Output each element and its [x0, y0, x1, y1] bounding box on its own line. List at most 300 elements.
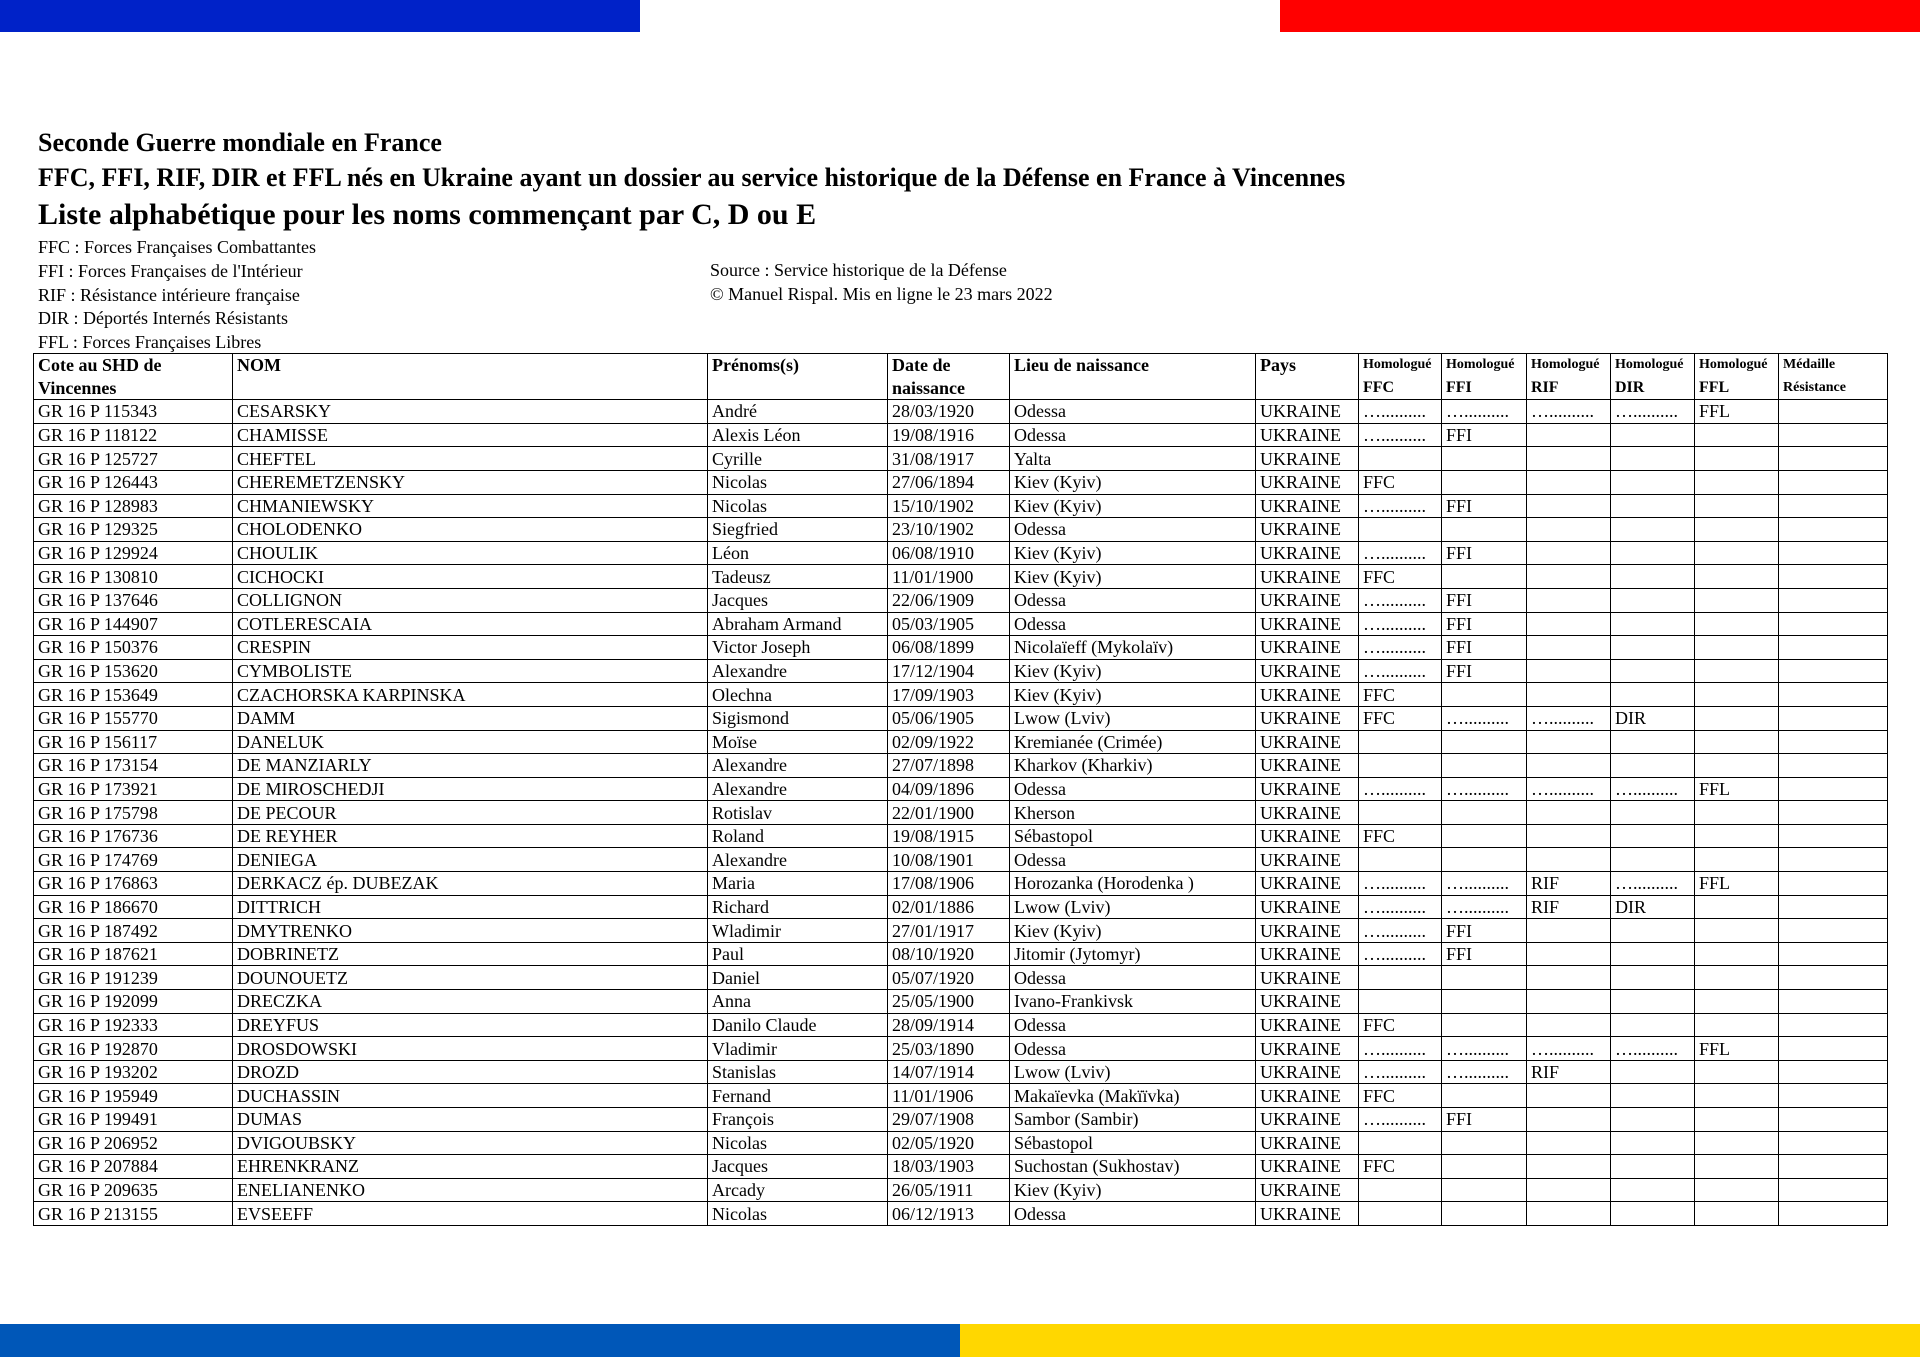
table-cell [1695, 1060, 1779, 1084]
table-cell [1779, 588, 1888, 612]
table-row [34, 494, 1888, 518]
table-cell: 05/03/1905 [888, 612, 1010, 636]
table-cell: FFL [1695, 400, 1779, 424]
table-cell: Roland [708, 824, 888, 848]
table-cell: UKRAINE [1256, 612, 1359, 636]
table-cell [1359, 848, 1442, 872]
table-cell: Kherson [1010, 801, 1256, 825]
table-cell: 31/08/1917 [888, 447, 1010, 471]
table-cell [1527, 1155, 1611, 1179]
table-cell: 02/05/1920 [888, 1131, 1010, 1155]
table-cell: CHEREMETZENSKY [233, 470, 708, 494]
table-cell [1359, 1178, 1442, 1202]
table-cell: 06/08/1910 [888, 541, 1010, 565]
table-cell [1779, 1131, 1888, 1155]
table-cell: CHOULIK [233, 541, 708, 565]
table-cell [1359, 990, 1442, 1014]
table-cell: Homologué [1359, 354, 1442, 377]
table-cell [1611, 1178, 1695, 1202]
table-cell: Wladimir [708, 919, 888, 943]
table-cell [1779, 470, 1888, 494]
table-cell: ….......... [1442, 1037, 1527, 1061]
table-cell: GR 16 P 175798 [34, 801, 233, 825]
table-cell: Nicolas [708, 470, 888, 494]
table-row [34, 706, 1888, 730]
table-cell: GR 16 P 137646 [34, 588, 233, 612]
table-cell: Vladimir [708, 1037, 888, 1061]
table-cell: DITTRICH [233, 895, 708, 919]
table-cell [1611, 990, 1695, 1014]
table-cell: CICHOCKI [233, 565, 708, 589]
table-cell: Pays [1256, 354, 1359, 377]
table-cell: Kiev (Kyiv) [1010, 919, 1256, 943]
table-cell: FFI [1442, 636, 1527, 660]
table-cell: 25/05/1900 [888, 990, 1010, 1014]
table-cell [1611, 801, 1695, 825]
table-cell: FFC [1359, 683, 1442, 707]
table-cell [1611, 1131, 1695, 1155]
table-row [34, 966, 1888, 990]
table-cell [1442, 824, 1527, 848]
table-cell: ….......... [1527, 777, 1611, 801]
table-cell [1779, 447, 1888, 471]
table-cell [1359, 518, 1442, 542]
table-cell [1442, 1084, 1527, 1108]
table-cell [1695, 966, 1779, 990]
table-cell [1527, 1178, 1611, 1202]
table-cell [1611, 659, 1695, 683]
table-cell [1611, 1202, 1695, 1226]
table-cell: UKRAINE [1256, 1108, 1359, 1132]
table-row [34, 447, 1888, 471]
table-cell: RIF [1527, 872, 1611, 896]
table-cell: UKRAINE [1256, 565, 1359, 589]
table-cell: GR 16 P 129924 [34, 541, 233, 565]
table-cell: Odessa [1010, 588, 1256, 612]
table-cell [1527, 848, 1611, 872]
flag-stripe-yellow-bottom [960, 1324, 1920, 1357]
table-cell [1779, 777, 1888, 801]
table-cell: 11/01/1906 [888, 1084, 1010, 1108]
table-cell: Odessa [1010, 518, 1256, 542]
table-cell [1359, 447, 1442, 471]
table-row [34, 824, 1888, 848]
source-block [710, 259, 1053, 307]
table-cell [1611, 848, 1695, 872]
table-cell: Date de [888, 354, 1010, 377]
table-row [34, 470, 1888, 494]
table-cell [1527, 612, 1611, 636]
table-cell: Léon [708, 541, 888, 565]
table-cell [1779, 895, 1888, 919]
table-cell [1779, 400, 1888, 424]
table-cell: ….......... [1359, 659, 1442, 683]
table-cell: 25/03/1890 [888, 1037, 1010, 1061]
table-cell: 14/07/1914 [888, 1060, 1010, 1084]
table-cell: ….......... [1527, 706, 1611, 730]
table-cell: UKRAINE [1256, 1155, 1359, 1179]
table-cell: Horozanka (Horodenka ) [1010, 872, 1256, 896]
table-cell: GR 16 P 199491 [34, 1108, 233, 1132]
table-cell: 06/08/1899 [888, 636, 1010, 660]
table-row [34, 1131, 1888, 1155]
table-cell: FFI [1442, 1108, 1527, 1132]
table-cell: Tadeusz [708, 565, 888, 589]
table-row [34, 636, 1888, 660]
table-cell: Sébastopol [1010, 1131, 1256, 1155]
table-cell: DIR [1611, 895, 1695, 919]
table-cell [1611, 636, 1695, 660]
table-row [34, 919, 1888, 943]
table-row [34, 423, 1888, 447]
table-cell: DIR [1611, 706, 1695, 730]
table-cell: 22/06/1909 [888, 588, 1010, 612]
table-cell [1527, 942, 1611, 966]
table-cell [1527, 754, 1611, 778]
table-cell: GR 16 P 153649 [34, 683, 233, 707]
table-cell [1779, 565, 1888, 589]
table-cell [1442, 990, 1527, 1014]
table-cell [1779, 706, 1888, 730]
table-cell: Odessa [1010, 1202, 1256, 1226]
table-cell [1779, 990, 1888, 1014]
table-cell [1442, 518, 1527, 542]
table-cell: UKRAINE [1256, 588, 1359, 612]
table-cell [1695, 919, 1779, 943]
table-cell: DRECZKA [233, 990, 708, 1014]
table-cell: GR 16 P 118122 [34, 423, 233, 447]
table-cell: Kiev (Kyiv) [1010, 683, 1256, 707]
table-cell [1527, 1084, 1611, 1108]
table-cell [1527, 423, 1611, 447]
table-cell: GR 16 P 173921 [34, 777, 233, 801]
table-cell: 29/07/1908 [888, 1108, 1010, 1132]
table-cell: DMYTRENKO [233, 919, 708, 943]
table-cell [1527, 494, 1611, 518]
table-cell [1527, 1131, 1611, 1155]
table-cell: ….......... [1611, 777, 1695, 801]
table-cell: Victor Joseph [708, 636, 888, 660]
table-cell: 05/06/1905 [888, 706, 1010, 730]
table-cell [1779, 1037, 1888, 1061]
table-row [34, 777, 1888, 801]
table-cell [1779, 1178, 1888, 1202]
table-cell: Homologué [1695, 354, 1779, 377]
table-cell: UKRAINE [1256, 848, 1359, 872]
table-cell [1695, 706, 1779, 730]
table-cell [1442, 1155, 1527, 1179]
table-cell: Cote au SHD de [34, 354, 233, 377]
table-cell: CZACHORSKA KARPINSKA [233, 683, 708, 707]
table-cell: ….......... [1611, 1037, 1695, 1061]
table-cell: FFI [1442, 377, 1527, 400]
table-cell: Alexandre [708, 848, 888, 872]
table-cell: François [708, 1108, 888, 1132]
table-cell [1611, 494, 1695, 518]
table-cell: 10/08/1901 [888, 848, 1010, 872]
table-cell: GR 16 P 144907 [34, 612, 233, 636]
table-cell: UKRAINE [1256, 1037, 1359, 1061]
table-cell: Lwow (Lviv) [1010, 895, 1256, 919]
table-cell [1527, 588, 1611, 612]
table-cell: UKRAINE [1256, 730, 1359, 754]
table-row [34, 1202, 1888, 1226]
table-cell [1695, 848, 1779, 872]
table-header-row [34, 377, 1888, 400]
table-cell: 15/10/1902 [888, 494, 1010, 518]
table-cell: FFC [1359, 1155, 1442, 1179]
table-cell: GR 16 P 129325 [34, 518, 233, 542]
page-title-line2: FFC, FFI, RIF, DIR et FFL nés en Ukraine ayant un dossier au service historique de la Défense en France à Vincennes [38, 163, 1346, 192]
table-cell: Nicolas [708, 1131, 888, 1155]
table-cell [1611, 824, 1695, 848]
table-cell: UKRAINE [1256, 1131, 1359, 1155]
table-cell: GR 16 P 173154 [34, 754, 233, 778]
table-row [34, 1060, 1888, 1084]
table-cell: Odessa [1010, 966, 1256, 990]
table-cell: GR 16 P 174769 [34, 848, 233, 872]
table-cell: UKRAINE [1256, 423, 1359, 447]
table-cell [233, 377, 708, 400]
table-row [34, 990, 1888, 1014]
table-cell: 17/12/1904 [888, 659, 1010, 683]
table-cell: Homologué [1442, 354, 1527, 377]
table-cell [1779, 872, 1888, 896]
table-cell: 28/09/1914 [888, 1013, 1010, 1037]
table-cell [1611, 1084, 1695, 1108]
table-cell: Homologué [1611, 354, 1695, 377]
table-row [34, 895, 1888, 919]
table-cell: RIF [1527, 895, 1611, 919]
table-cell [1695, 470, 1779, 494]
table-cell: Richard [708, 895, 888, 919]
table-cell [1611, 565, 1695, 589]
table-cell: FFC [1359, 1013, 1442, 1037]
table-row [34, 1013, 1888, 1037]
table-cell: Kiev (Kyiv) [1010, 470, 1256, 494]
table-cell: ….......... [1359, 1037, 1442, 1061]
table-cell: DENIEGA [233, 848, 708, 872]
table-cell [1442, 1131, 1527, 1155]
table-cell [1611, 612, 1695, 636]
table-cell: FFI [1442, 423, 1527, 447]
table-cell: Siegfried [708, 518, 888, 542]
table-cell: DOUNOUETZ [233, 966, 708, 990]
table-cell [1527, 919, 1611, 943]
table-cell: RIF [1527, 377, 1611, 400]
table-cell [1359, 801, 1442, 825]
table-cell [1611, 942, 1695, 966]
table-header-row [34, 354, 1888, 377]
table-cell [1611, 518, 1695, 542]
flag-stripe-red-top [1280, 0, 1920, 32]
table-cell: FFC [1359, 706, 1442, 730]
table-cell: ….......... [1359, 423, 1442, 447]
table-cell [1359, 754, 1442, 778]
table-cell [1695, 824, 1779, 848]
table-cell [1779, 730, 1888, 754]
page-title-line3: Liste alphabétique pour les noms commençant par C, D ou E [38, 198, 817, 231]
table-cell: GR 16 P 209635 [34, 1178, 233, 1202]
table-cell: DE PECOUR [233, 801, 708, 825]
table-cell: ….......... [1442, 777, 1527, 801]
table-cell: Fernand [708, 1084, 888, 1108]
table-cell: ….......... [1611, 872, 1695, 896]
table-cell: Kiev (Kyiv) [1010, 1178, 1256, 1202]
legend-item: FFL : Forces Françaises Libres [38, 332, 262, 353]
table-cell: UKRAINE [1256, 919, 1359, 943]
table-cell [1527, 447, 1611, 471]
table-cell: DANELUK [233, 730, 708, 754]
table-cell: DE MANZIARLY [233, 754, 708, 778]
table-row [34, 518, 1888, 542]
table-cell: ….......... [1359, 541, 1442, 565]
table-cell [1779, 966, 1888, 990]
table-cell: Kiev (Kyiv) [1010, 541, 1256, 565]
table-cell [1695, 518, 1779, 542]
table-cell: Nicolas [708, 1202, 888, 1226]
table-cell [1442, 565, 1527, 589]
table-cell: Lieu de naissance [1010, 354, 1256, 377]
table-cell [1611, 1060, 1695, 1084]
table-cell: Kremianée (Crimée) [1010, 730, 1256, 754]
table-cell: Odessa [1010, 423, 1256, 447]
table-cell: DREYFUS [233, 1013, 708, 1037]
table-cell: Danilo Claude [708, 1013, 888, 1037]
table-cell: 27/01/1917 [888, 919, 1010, 943]
flag-stripe-blue-top [0, 0, 640, 32]
table-cell: Abraham Armand [708, 612, 888, 636]
table-cell: FFL [1695, 377, 1779, 400]
table-row [34, 1178, 1888, 1202]
table-cell [1527, 565, 1611, 589]
table-cell [1779, 848, 1888, 872]
table-cell: GR 16 P 207884 [34, 1155, 233, 1179]
table-cell: UKRAINE [1256, 518, 1359, 542]
copyright-line: © Manuel Rispal. Mis en ligne le 23 mars 2022 [710, 283, 1053, 304]
table-cell: NOM [233, 354, 708, 377]
table-cell [1779, 423, 1888, 447]
table-cell [1359, 966, 1442, 990]
table-cell: RIF [1527, 1060, 1611, 1084]
table-cell: GR 16 P 176736 [34, 824, 233, 848]
table-cell: ….......... [1359, 777, 1442, 801]
table-cell: CHAMISSE [233, 423, 708, 447]
table-cell: Odessa [1010, 848, 1256, 872]
table-cell [1695, 1178, 1779, 1202]
table-cell: Vincennes [34, 377, 233, 400]
table-cell: Olechna [708, 683, 888, 707]
table-cell [1695, 1131, 1779, 1155]
table-cell [1695, 1202, 1779, 1226]
flag-stripe-blue-bottom [0, 1324, 960, 1357]
table-cell: Odessa [1010, 400, 1256, 424]
table-cell: FFI [1442, 942, 1527, 966]
table-cell [1442, 1202, 1527, 1226]
table-cell [1779, 518, 1888, 542]
table-cell [1779, 1084, 1888, 1108]
table-cell: Alexandre [708, 754, 888, 778]
table-cell: 27/07/1898 [888, 754, 1010, 778]
table-cell [1611, 447, 1695, 471]
table-cell: EVSEEFF [233, 1202, 708, 1226]
table-cell: Jacques [708, 588, 888, 612]
table-cell: Prénoms(s) [708, 354, 888, 377]
table-row [34, 942, 1888, 966]
table-cell: CHMANIEWSKY [233, 494, 708, 518]
table-cell [1779, 683, 1888, 707]
table-cell: GR 16 P 192099 [34, 990, 233, 1014]
table-cell: ….......... [1359, 942, 1442, 966]
table-cell: 08/10/1920 [888, 942, 1010, 966]
table-cell: ….......... [1359, 919, 1442, 943]
table-cell: Daniel [708, 966, 888, 990]
table-cell: UKRAINE [1256, 872, 1359, 896]
table-cell [1695, 447, 1779, 471]
table-cell: Yalta [1010, 447, 1256, 471]
table-cell: Odessa [1010, 1037, 1256, 1061]
legend-item: FFC : Forces Françaises Combattantes [38, 237, 316, 257]
table-cell [1527, 659, 1611, 683]
table-cell [1442, 470, 1527, 494]
table-cell: 05/07/1920 [888, 966, 1010, 990]
table-cell: GR 16 P 206952 [34, 1131, 233, 1155]
table-cell: GR 16 P 176863 [34, 872, 233, 896]
table-cell: GR 16 P 156117 [34, 730, 233, 754]
table-cell: GR 16 P 195949 [34, 1084, 233, 1108]
table-cell [1779, 494, 1888, 518]
table-cell: GR 16 P 192870 [34, 1037, 233, 1061]
table-cell: DE REYHER [233, 824, 708, 848]
table-cell [1442, 801, 1527, 825]
table-cell [1527, 636, 1611, 660]
table-cell: ….......... [1359, 1108, 1442, 1132]
table-cell: 19/08/1915 [888, 824, 1010, 848]
table-cell: GR 16 P 193202 [34, 1060, 233, 1084]
table-cell: 04/09/1896 [888, 777, 1010, 801]
table-cell [1695, 895, 1779, 919]
table-cell [1779, 1202, 1888, 1226]
table-cell: FFL [1695, 1037, 1779, 1061]
table-cell: ….......... [1359, 588, 1442, 612]
table-cell [1779, 919, 1888, 943]
table-cell [1611, 1013, 1695, 1037]
table-cell: FFC [1359, 377, 1442, 400]
table-cell [1695, 588, 1779, 612]
table-cell: GR 16 P 192333 [34, 1013, 233, 1037]
table-cell: FFC [1359, 824, 1442, 848]
table-cell: ….......... [1359, 636, 1442, 660]
table-cell: UKRAINE [1256, 1084, 1359, 1108]
table-cell: UKRAINE [1256, 447, 1359, 471]
table-cell: UKRAINE [1256, 659, 1359, 683]
table-cell: FFI [1442, 541, 1527, 565]
table-cell: Ivano-Frankivsk [1010, 990, 1256, 1014]
table-cell [1010, 377, 1256, 400]
table-cell: FFL [1695, 872, 1779, 896]
table-cell: ….......... [1359, 612, 1442, 636]
table-row [34, 801, 1888, 825]
table-cell [1695, 801, 1779, 825]
table-cell: 27/06/1894 [888, 470, 1010, 494]
table-cell: Maria [708, 872, 888, 896]
table-cell: FFC [1359, 1084, 1442, 1108]
table-cell: Rotislav [708, 801, 888, 825]
table-cell: ….......... [1442, 1060, 1527, 1084]
table-cell: Anna [708, 990, 888, 1014]
table-cell: GR 16 P 130810 [34, 565, 233, 589]
resistants-table [33, 353, 1888, 1226]
